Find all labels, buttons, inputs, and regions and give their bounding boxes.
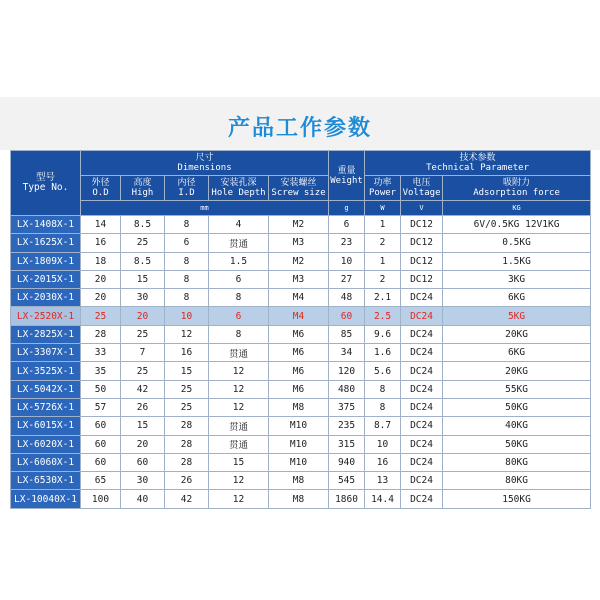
table-cell: DC24 — [401, 307, 443, 325]
header-tech: 技术参数 Technical Parameter — [365, 151, 591, 176]
table-cell: 60 — [329, 307, 365, 325]
table-cell: 8.5 — [121, 252, 165, 270]
table-body — [11, 216, 591, 509]
table-cell: M10 — [269, 453, 329, 471]
table-cell: 8 — [165, 252, 209, 270]
table-cell: 60 — [81, 453, 121, 471]
table-cell: 16 — [81, 234, 121, 252]
model-cell: LX-5042X-1 — [11, 380, 81, 398]
table-cell: 6 — [209, 270, 269, 288]
table-cell: M8 — [269, 398, 329, 416]
table-cell: 940 — [329, 453, 365, 471]
table-cell: DC24 — [401, 398, 443, 416]
table-row — [11, 216, 591, 234]
table-cell: DC24 — [401, 435, 443, 453]
table-cell: DC24 — [401, 417, 443, 435]
table-cell: M3 — [269, 270, 329, 288]
unit-weight: g — [329, 201, 365, 216]
table-cell: 85 — [329, 325, 365, 343]
table-cell: 28 — [81, 325, 121, 343]
table-cell: 2.1 — [365, 289, 401, 307]
table-cell: DC24 — [401, 289, 443, 307]
table-cell: DC24 — [401, 344, 443, 362]
table-cell: 5.6 — [365, 362, 401, 380]
table-cell: M6 — [269, 362, 329, 380]
table-cell: 20 — [121, 435, 165, 453]
table-cell: 12 — [209, 362, 269, 380]
table-cell: 28 — [165, 417, 209, 435]
table-cell: 23 — [329, 234, 365, 252]
header-power: 功率 Power — [365, 176, 401, 201]
table-cell: 42 — [165, 490, 209, 508]
model-cell: LX-1408X-1 — [11, 216, 81, 234]
table-cell: 50KG — [443, 398, 591, 416]
table-cell: 15 — [165, 362, 209, 380]
unit-voltage: V — [401, 201, 443, 216]
table-cell: 480 — [329, 380, 365, 398]
table-cell: 10 — [365, 435, 401, 453]
table-cell: 8 — [165, 216, 209, 234]
table-cell: 8 — [165, 289, 209, 307]
model-cell: LX-10040X-1 — [11, 490, 81, 508]
table-cell: 2 — [365, 234, 401, 252]
table-cell: 2.5 — [365, 307, 401, 325]
table-row — [11, 472, 591, 490]
table-cell: M6 — [269, 344, 329, 362]
table-cell: M4 — [269, 289, 329, 307]
table-cell: 25 — [165, 398, 209, 416]
table-cell: 8.5 — [121, 216, 165, 234]
table-cell: M2 — [269, 252, 329, 270]
table-row — [11, 307, 591, 325]
table-cell: 9.6 — [365, 325, 401, 343]
table-cell: 55KG — [443, 380, 591, 398]
model-cell: LX-6020X-1 — [11, 435, 81, 453]
header-screw: 安装螺丝 Screw size — [269, 176, 329, 201]
table-cell: 5KG — [443, 307, 591, 325]
table-cell: 6 — [209, 307, 269, 325]
table-cell: 6 — [329, 216, 365, 234]
table-cell: 40KG — [443, 417, 591, 435]
table-cell: 100 — [81, 490, 121, 508]
table-cell: 25 — [81, 307, 121, 325]
table-row — [11, 270, 591, 288]
table-cell: 16 — [165, 344, 209, 362]
table-cell: 8 — [209, 325, 269, 343]
table-cell: 14.4 — [365, 490, 401, 508]
table-row — [11, 325, 591, 343]
table-cell: 6KG — [443, 344, 591, 362]
table-cell: 60 — [81, 435, 121, 453]
table-cell: 1.5KG — [443, 252, 591, 270]
table-cell: 26 — [121, 398, 165, 416]
table-cell: 26 — [165, 472, 209, 490]
table-cell: 80KG — [443, 453, 591, 471]
table-cell: 20KG — [443, 325, 591, 343]
table-cell: DC24 — [401, 453, 443, 471]
table-cell: M8 — [269, 490, 329, 508]
table-cell: 贯通 — [209, 344, 269, 362]
table-cell: 6 — [165, 234, 209, 252]
table-cell: DC24 — [401, 362, 443, 380]
table-row — [11, 398, 591, 416]
table-cell: 12 — [209, 472, 269, 490]
table-row — [11, 380, 591, 398]
table-cell: 14 — [81, 216, 121, 234]
table-row — [11, 344, 591, 362]
table-row — [11, 490, 591, 508]
table-cell: DC24 — [401, 472, 443, 490]
model-cell: LX-6015X-1 — [11, 417, 81, 435]
model-cell: LX-5726X-1 — [11, 398, 81, 416]
table-cell: 25 — [121, 362, 165, 380]
table-cell: 25 — [165, 380, 209, 398]
spec-table — [10, 150, 591, 509]
table-cell: M4 — [269, 307, 329, 325]
table-cell: 27 — [329, 270, 365, 288]
table-cell: M6 — [269, 325, 329, 343]
table-cell: DC12 — [401, 252, 443, 270]
table-cell: 7 — [121, 344, 165, 362]
table-cell: 30 — [121, 472, 165, 490]
table-cell: 16 — [365, 453, 401, 471]
table-cell: 12 — [209, 380, 269, 398]
table-cell: 6KG — [443, 289, 591, 307]
table-cell: 50KG — [443, 435, 591, 453]
header-voltage: 电压 Voltage — [401, 176, 443, 201]
page-title: 产品工作参数 — [227, 116, 372, 141]
table-cell: 12 — [209, 398, 269, 416]
model-cell: LX-6530X-1 — [11, 472, 81, 490]
table-cell: 2 — [365, 270, 401, 288]
table-cell: M2 — [269, 216, 329, 234]
table-row — [11, 417, 591, 435]
table-cell: 8 — [209, 289, 269, 307]
title-bar — [0, 97, 600, 150]
table-row — [11, 362, 591, 380]
table-cell: M10 — [269, 417, 329, 435]
table-cell: 235 — [329, 417, 365, 435]
table-cell: DC12 — [401, 216, 443, 234]
table-cell: M10 — [269, 435, 329, 453]
table-cell: 15 — [121, 417, 165, 435]
table-row — [11, 234, 591, 252]
table-cell: 42 — [121, 380, 165, 398]
table-cell: 13 — [365, 472, 401, 490]
table-cell: 12 — [165, 325, 209, 343]
model-cell: LX-2520X-1 — [11, 307, 81, 325]
table-cell: 545 — [329, 472, 365, 490]
table-row — [11, 435, 591, 453]
table-cell: DC24 — [401, 490, 443, 508]
table-cell: 8.7 — [365, 417, 401, 435]
model-cell: LX-3307X-1 — [11, 344, 81, 362]
table-cell: M8 — [269, 472, 329, 490]
model-cell: LX-2030X-1 — [11, 289, 81, 307]
table-cell: 贯通 — [209, 234, 269, 252]
table-row — [11, 252, 591, 270]
table-cell: 1 — [365, 216, 401, 234]
model-cell: LX-3525X-1 — [11, 362, 81, 380]
table-cell: 3KG — [443, 270, 591, 288]
table-cell: 28 — [165, 435, 209, 453]
table-cell: 40 — [121, 490, 165, 508]
table-cell: 0.5KG — [443, 234, 591, 252]
table-cell: 8 — [365, 398, 401, 416]
unit-power: W — [365, 201, 401, 216]
model-cell: LX-1809X-1 — [11, 252, 81, 270]
table-cell: M6 — [269, 380, 329, 398]
table-cell: 15 — [209, 453, 269, 471]
table-cell: 20 — [81, 270, 121, 288]
table-cell: 35 — [81, 362, 121, 380]
table-row — [11, 453, 591, 471]
table-cell: 10 — [165, 307, 209, 325]
header-weight: 重量 Weight — [329, 151, 365, 201]
table-cell: 34 — [329, 344, 365, 362]
table-cell: DC12 — [401, 270, 443, 288]
table-cell: DC24 — [401, 380, 443, 398]
header-type: 型号 Type No. — [11, 151, 81, 216]
table-cell: DC12 — [401, 234, 443, 252]
table-cell: 贯通 — [209, 417, 269, 435]
table-cell: 8 — [365, 380, 401, 398]
table-cell: 1.6 — [365, 344, 401, 362]
table-cell: 20 — [121, 307, 165, 325]
table-cell: 30 — [121, 289, 165, 307]
table-cell: 25 — [121, 234, 165, 252]
table-cell: 80KG — [443, 472, 591, 490]
table-cell: 60 — [81, 417, 121, 435]
table-cell: 15 — [121, 270, 165, 288]
table-cell: 60 — [121, 453, 165, 471]
header-id: 内径 I.D — [165, 176, 209, 201]
table-cell: 1.5 — [209, 252, 269, 270]
header-hole: 安装孔深 Hole Depth — [209, 176, 269, 201]
table-cell: 150KG — [443, 490, 591, 508]
table-row — [11, 289, 591, 307]
table-cell: 375 — [329, 398, 365, 416]
table-cell: 48 — [329, 289, 365, 307]
table-cell: 33 — [81, 344, 121, 362]
table-cell: 18 — [81, 252, 121, 270]
unit-dimensions: mm — [81, 201, 329, 216]
model-cell: LX-6060X-1 — [11, 453, 81, 471]
header-force: 吸附力 Adsorption force — [443, 176, 591, 201]
table-cell: 57 — [81, 398, 121, 416]
table-cell: 12 — [209, 490, 269, 508]
table-cell: 50 — [81, 380, 121, 398]
table-cell: M3 — [269, 234, 329, 252]
table-cell: 4 — [209, 216, 269, 234]
table-cell: 贯通 — [209, 435, 269, 453]
table-cell: 65 — [81, 472, 121, 490]
header-od: 外径 O.D — [81, 176, 121, 201]
model-cell: LX-2825X-1 — [11, 325, 81, 343]
table-cell: 8 — [165, 270, 209, 288]
table-cell: 120 — [329, 362, 365, 380]
table-cell: 10 — [329, 252, 365, 270]
table-cell: 1860 — [329, 490, 365, 508]
table-cell: 28 — [165, 453, 209, 471]
model-cell: LX-1625X-1 — [11, 234, 81, 252]
table-cell: 20 — [81, 289, 121, 307]
header-dimensions: 尺寸 Dimensions — [81, 151, 329, 176]
table-cell: 1 — [365, 252, 401, 270]
header-high: 高度 High — [121, 176, 165, 201]
table-cell: 315 — [329, 435, 365, 453]
table-cell: DC24 — [401, 325, 443, 343]
table-cell: 25 — [121, 325, 165, 343]
unit-force: KG — [443, 201, 591, 216]
model-cell: LX-2015X-1 — [11, 270, 81, 288]
table-cell: 6V/0.5KG 12V1KG — [443, 216, 591, 234]
table-cell: 20KG — [443, 362, 591, 380]
